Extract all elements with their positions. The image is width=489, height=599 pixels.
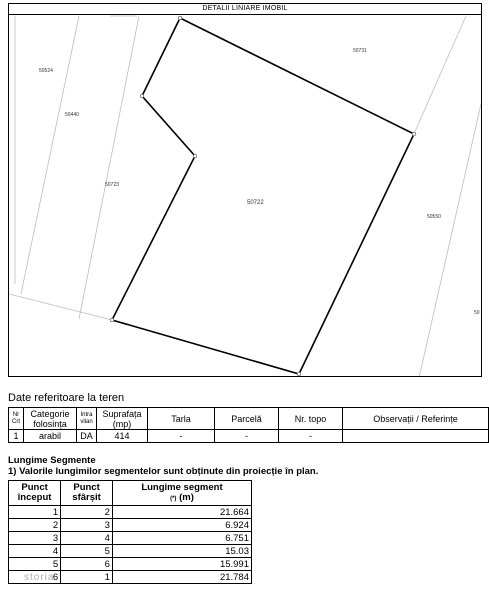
- segments-title: Lungime Segmente: [8, 455, 96, 466]
- segment-length: 21.664: [112, 506, 251, 519]
- table-header-row: [9, 408, 489, 430]
- parcel-outline: [112, 18, 414, 374]
- column-header: Parcelă: [215, 408, 279, 430]
- table-row: [9, 506, 252, 519]
- parcel-map: [8, 3, 482, 377]
- length-header-label: Lungime segment: [141, 481, 223, 493]
- length-header-sup: (*): [170, 495, 177, 502]
- parcel-label-neighbor: 50: [474, 310, 480, 316]
- column-header: Nr. topo: [279, 408, 343, 430]
- watermark: storia: [24, 572, 55, 583]
- parcel-label-neighbor: 50440: [65, 112, 79, 118]
- segment-length: 6.924: [112, 519, 251, 532]
- parcel-label-neighbor: 50524: [39, 68, 53, 74]
- segment-end: 4: [61, 532, 113, 545]
- parcel-label-neighbor: 50731: [353, 48, 367, 54]
- segment-end: 2: [61, 506, 113, 519]
- column-header: Nr Crt: [9, 408, 24, 430]
- segment-start: 3: [9, 532, 61, 545]
- table-row: [9, 532, 252, 545]
- segments-note: 1) Valorile lungimilor segmentelor sunt obținute din proiecție în plan.: [8, 466, 319, 477]
- segment-end: 3: [61, 519, 113, 532]
- table-cell: 414: [97, 430, 148, 443]
- column-header: Suprafața (mp): [97, 408, 148, 430]
- table-row: [9, 519, 252, 532]
- boundary-line: [413, 16, 466, 136]
- segment-start: 1: [9, 506, 61, 519]
- table-cell: -: [215, 430, 279, 443]
- segments-table: [8, 480, 252, 584]
- table-cell: -: [279, 430, 343, 443]
- segment-start: 4: [9, 545, 61, 558]
- length-header-unit: (m): [179, 491, 194, 503]
- vertex-point: [412, 132, 416, 136]
- parcel-label-neighbor: 50550: [427, 214, 441, 220]
- segment-start: 2: [9, 519, 61, 532]
- column-header: Observații / Referințe: [343, 408, 489, 430]
- segment-end: 5: [61, 545, 113, 558]
- table-cell: -: [148, 430, 215, 443]
- segment-end: 1: [61, 571, 113, 584]
- column-header: Punct început: [9, 481, 61, 506]
- column-header: Tarla: [148, 408, 215, 430]
- table-cell: DA: [77, 430, 97, 443]
- map-title: DETALII LINIARE IMOBIL: [9, 4, 481, 15]
- segment-end: 6: [61, 558, 113, 571]
- column-header: [112, 481, 251, 506]
- boundary-line: [21, 16, 79, 294]
- boundary-line: [419, 104, 481, 377]
- vertex-point: [297, 372, 301, 376]
- vertex-point: [193, 154, 197, 158]
- table-cell: arabil: [24, 430, 77, 443]
- segment-length: 15.03: [112, 545, 251, 558]
- vertex-point: [140, 94, 144, 98]
- vertex-point: [110, 318, 114, 322]
- column-header: Categorie folosința: [24, 408, 77, 430]
- boundary-line: [79, 16, 139, 319]
- column-header: Punct sfârșit: [61, 481, 113, 506]
- parcel-label-main: 50722: [247, 200, 264, 206]
- table-row: [9, 430, 489, 443]
- segment-length: 15.991: [112, 558, 251, 571]
- segment-length: 6.751: [112, 532, 251, 545]
- table-row: [9, 545, 252, 558]
- table-header-row: [9, 481, 252, 506]
- table-row: [9, 558, 252, 571]
- segment-length: 21.784: [112, 571, 251, 584]
- parcel-label-neighbor: 50723: [105, 182, 119, 188]
- section-title: Date referitoare la teren: [8, 392, 125, 404]
- segment-start: 5: [9, 558, 61, 571]
- column-header: Intra vilan: [77, 408, 97, 430]
- table-cell: [343, 430, 489, 443]
- vertex-point: [178, 16, 182, 20]
- land-data-table: [8, 407, 489, 443]
- map-drawing: [9, 4, 482, 377]
- segment-start: 6: [9, 571, 61, 584]
- table-cell: 1: [9, 430, 24, 443]
- boundary-line: [9, 294, 112, 320]
